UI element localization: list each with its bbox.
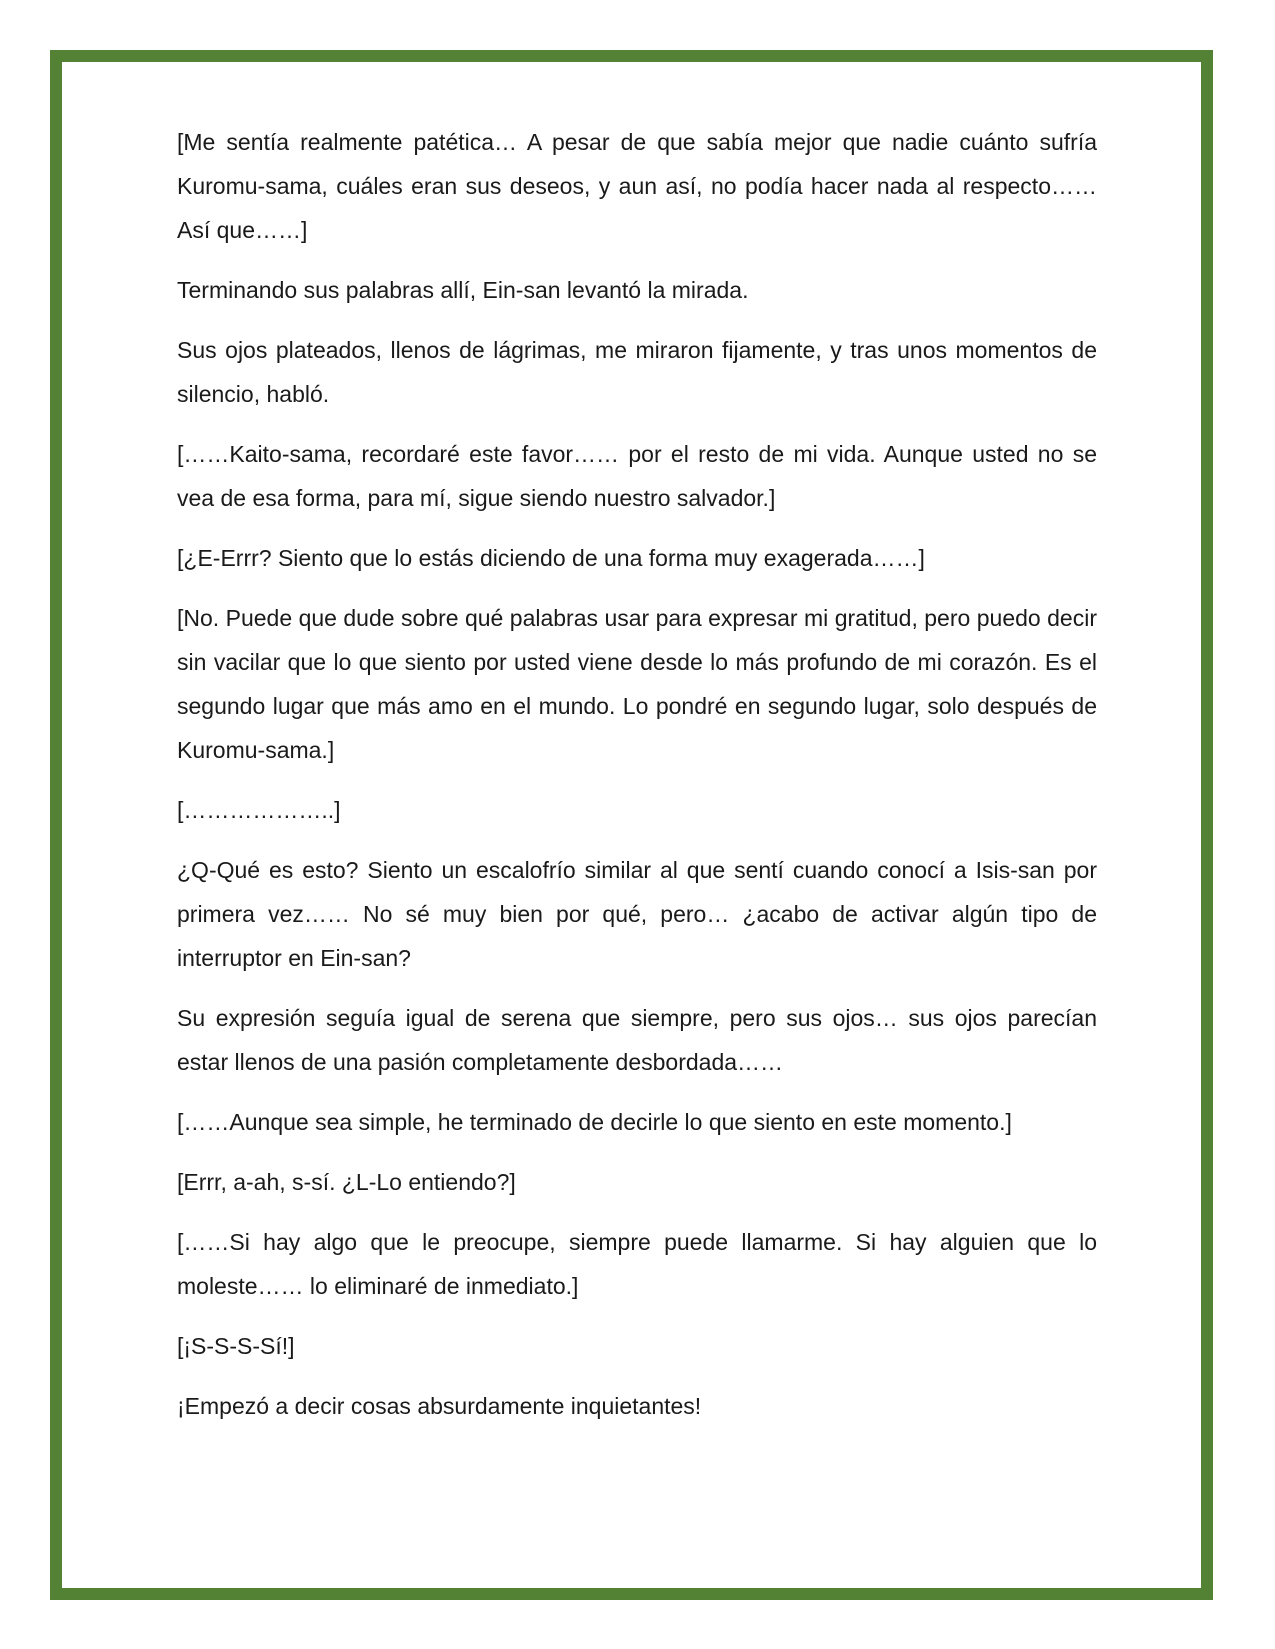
paragraph-1: [Me sentía realmente patética… A pesar de que sabía mejor que nadie cuánto sufría Kuromu-sama, cuáles eran sus deseos, y aun así, no podía hacer nada al respecto…… Así que……] [177,129,1097,243]
paragraph-5: [¿E-Errr? Siento que lo estás diciendo de una forma muy exagerada……] [177,545,925,571]
paragraph-13: [¡S-S-S-Sí!] [177,1333,295,1359]
document-body [177,120,1097,1444]
paragraph-6: [No. Puede que dude sobre qué palabras usar para expresar mi gratitud, pero puedo decir sin vacilar que lo que siento por usted viene desde lo más profundo de mi corazón. Es el segundo lugar que más amo en el mundo. Lo pondré en segundo lugar, solo después de Kuromu-sama.] [177,605,1097,763]
paragraph-9: Su expresión seguía igual de serena que siempre, pero sus ojos… sus ojos parecían estar llenos de una pasión completamente desbordada…… [177,1005,1097,1075]
paragraph-11: [Errr, a-ah, s-sí. ¿L-Lo entiendo?] [177,1169,516,1195]
paragraph-10: [……Aunque sea simple, he terminado de decirle lo que siento en este momento.] [177,1109,1012,1135]
paragraph-7: [………………..] [177,797,341,823]
paragraph-4: [……Kaito-sama, recordaré este favor…… por el resto de mi vida. Aunque usted no se vea de esa forma, para mí, sigue siendo nuestro salvador.] [177,441,1097,511]
paragraph-8: ¿Q-Qué es esto? Siento un escalofrío similar al que sentí cuando conocí a Isis-san por primera vez…… No sé muy bien por qué, pero… ¿acabo de activar algún tipo de interruptor en Ein-san? [177,857,1097,971]
paragraph-12: [……Si hay algo que le preocupe, siempre puede llamarme. Si hay alguien que lo moleste…… lo eliminaré de inmediato.] [177,1229,1097,1299]
paragraph-3: Sus ojos plateados, llenos de lágrimas, me miraron fijamente, y tras unos momentos de silencio, habló. [177,337,1097,407]
paragraph-14: ¡Empezó a decir cosas absurdamente inquietantes! [177,1393,702,1419]
paragraph-2: Terminando sus palabras allí, Ein-san levantó la mirada. [177,277,749,303]
